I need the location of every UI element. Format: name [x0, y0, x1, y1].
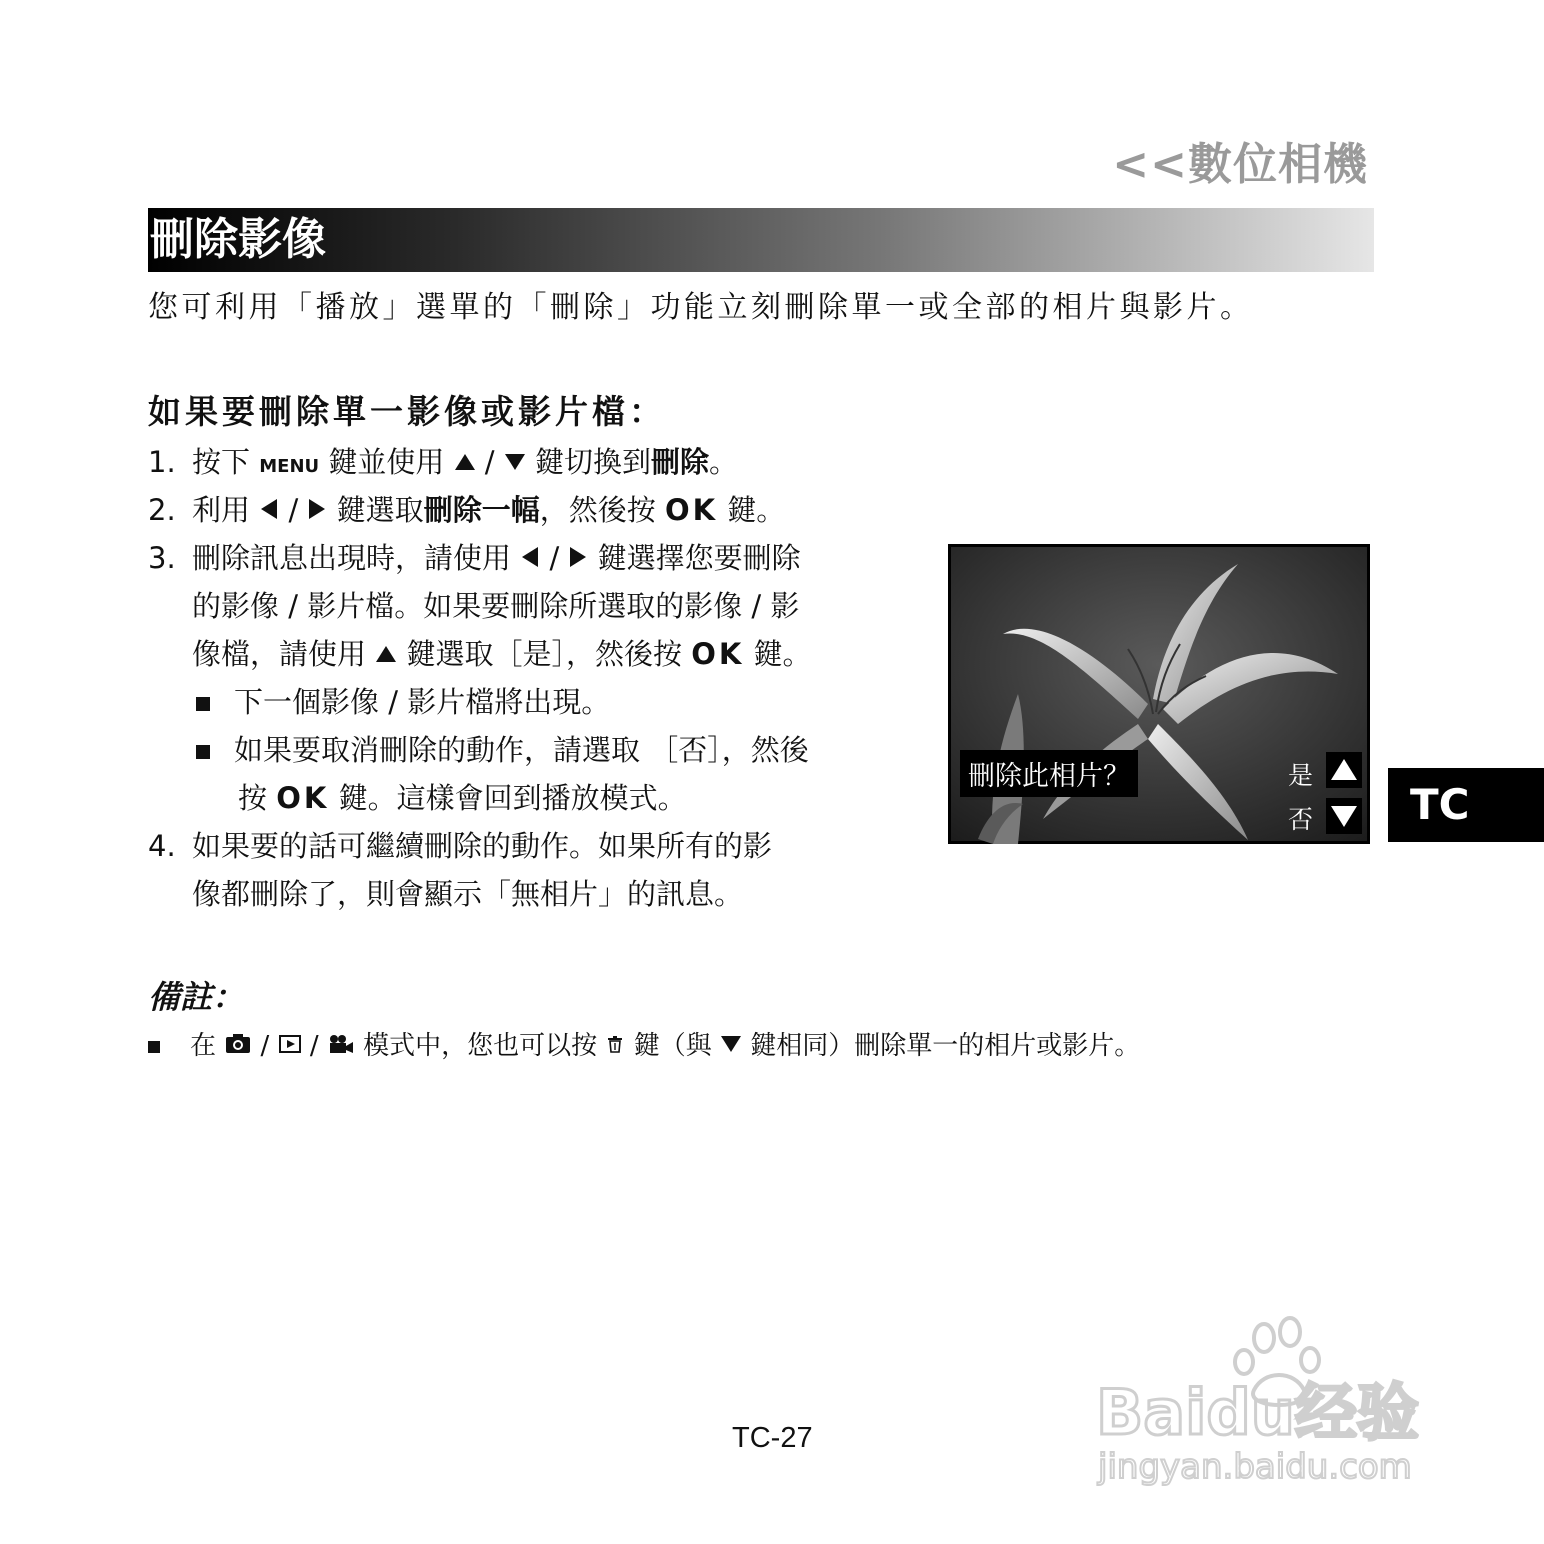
camera-icon	[224, 1032, 252, 1054]
step-text: 利用	[192, 493, 251, 527]
step-3-bullet-2	[196, 728, 809, 772]
slash: /	[260, 1031, 270, 1061]
delete-prompt: 刪除此相片？	[960, 750, 1138, 797]
step-number: 4.	[148, 829, 176, 863]
language-tab: TC	[1388, 768, 1544, 842]
bullet-text: 鍵。這樣會回到播放模式。	[338, 781, 687, 815]
subheading: 如果要刪除單一影像或影片檔：	[148, 392, 666, 431]
step-number: 3.	[148, 541, 176, 575]
lily-photo	[948, 544, 1370, 844]
step-3-line-3	[192, 632, 812, 676]
triangle-left-icon	[520, 546, 540, 568]
triangle-up-icon	[375, 644, 397, 664]
note-part: 模式中，您也可以按	[363, 1031, 598, 1061]
step-number: 2.	[148, 493, 176, 527]
note-part: 鍵相同）刪除單一的相片或影片。	[750, 1031, 1141, 1061]
bullet-text: 按	[238, 781, 268, 815]
step-text: 鍵選擇您要刪除	[597, 541, 801, 575]
slash: /	[484, 445, 495, 479]
step-text: 鍵。	[727, 493, 786, 527]
triangle-left-icon	[259, 498, 279, 520]
playback-icon	[278, 1034, 302, 1054]
header-title: <<數位相機	[1112, 139, 1368, 190]
step-4-line-2: 像都刪除了，則會顯示「無相片」的訊息。	[192, 877, 744, 911]
no-arrow	[1326, 798, 1362, 834]
step-3-line-1	[148, 536, 801, 580]
step-4-line-1	[148, 824, 772, 868]
video-camera-icon	[327, 1034, 355, 1054]
slash: /	[288, 493, 299, 527]
yes-label: 是	[1288, 761, 1314, 790]
camera-screen-preview	[948, 544, 1370, 844]
triangle-up-icon	[454, 452, 476, 472]
step-text: 鍵切換到	[535, 445, 652, 479]
step-text: 鍵。	[753, 637, 812, 671]
paw-logo	[1094, 1310, 1454, 1490]
step-3-line-2: 的影像 / 影片檔。如果要刪除所選取的影像 / 影	[192, 589, 800, 623]
ok-key: OK	[664, 493, 719, 527]
watermark	[1094, 1310, 1454, 1490]
bullet-square-icon	[148, 1041, 160, 1053]
step-text: 。	[709, 445, 739, 479]
step-text: 鍵選取	[336, 493, 424, 527]
menu-key: MENU	[259, 456, 320, 477]
step-bold: 刪除	[651, 445, 710, 479]
bullet-text: 下一個影像 / 影片檔將出現。	[234, 685, 611, 719]
slash: /	[549, 541, 560, 575]
section-title: 刪除影像	[150, 214, 326, 265]
triangle-up-icon	[1326, 752, 1362, 788]
bullet-square-icon	[196, 697, 210, 711]
step-bold: 刪除一幅	[423, 493, 540, 527]
note-text	[148, 1026, 1140, 1066]
step-3-bullet-2-cont	[238, 776, 687, 820]
watermark-url: jingyan.baidu.com	[1098, 1447, 1412, 1487]
intro-text: 您可利用「播放」選單的「刪除」功能立刻刪除單一或全部的相片與影片。	[148, 290, 1254, 325]
step-text: 鍵並使用	[328, 445, 445, 479]
no-label: 否	[1288, 805, 1314, 834]
triangle-down-icon	[504, 452, 526, 472]
ok-key: OK	[276, 781, 330, 815]
note-part: 在	[190, 1031, 217, 1061]
yes-arrow	[1326, 752, 1362, 788]
bullet-square-icon	[196, 745, 210, 759]
trash-icon	[605, 1034, 625, 1054]
ok-key: OK	[691, 637, 745, 671]
section-bar	[148, 208, 1374, 272]
watermark-brand: Baidu经验	[1096, 1376, 1419, 1449]
triangle-down-icon	[720, 1034, 742, 1054]
step-text: 鍵選取［是］，然後按	[406, 637, 682, 671]
step-text: ，然後按	[539, 493, 656, 527]
step-text: 像檔，請使用	[192, 637, 367, 671]
triangle-down-icon	[1326, 798, 1362, 834]
triangle-right-icon	[568, 546, 588, 568]
step-2	[148, 488, 785, 532]
bullet-text: 如果要取消刪除的動作，請選取 ［否］，然後	[234, 733, 809, 767]
step-3-bullet-1	[196, 680, 610, 724]
step-text: 刪除訊息出現時，請使用	[192, 541, 512, 575]
page-number: TC-27	[732, 1422, 813, 1454]
step-text: 如果要的話可繼續刪除的動作。如果所有的影	[192, 829, 773, 863]
step-number: 1.	[148, 445, 176, 479]
note-part: 鍵（與	[633, 1031, 712, 1061]
slash: /	[309, 1031, 319, 1061]
step-text: 按下	[192, 445, 251, 479]
triangle-right-icon	[307, 498, 327, 520]
step-1	[148, 440, 738, 489]
note-heading: 備註：	[148, 978, 245, 1016]
